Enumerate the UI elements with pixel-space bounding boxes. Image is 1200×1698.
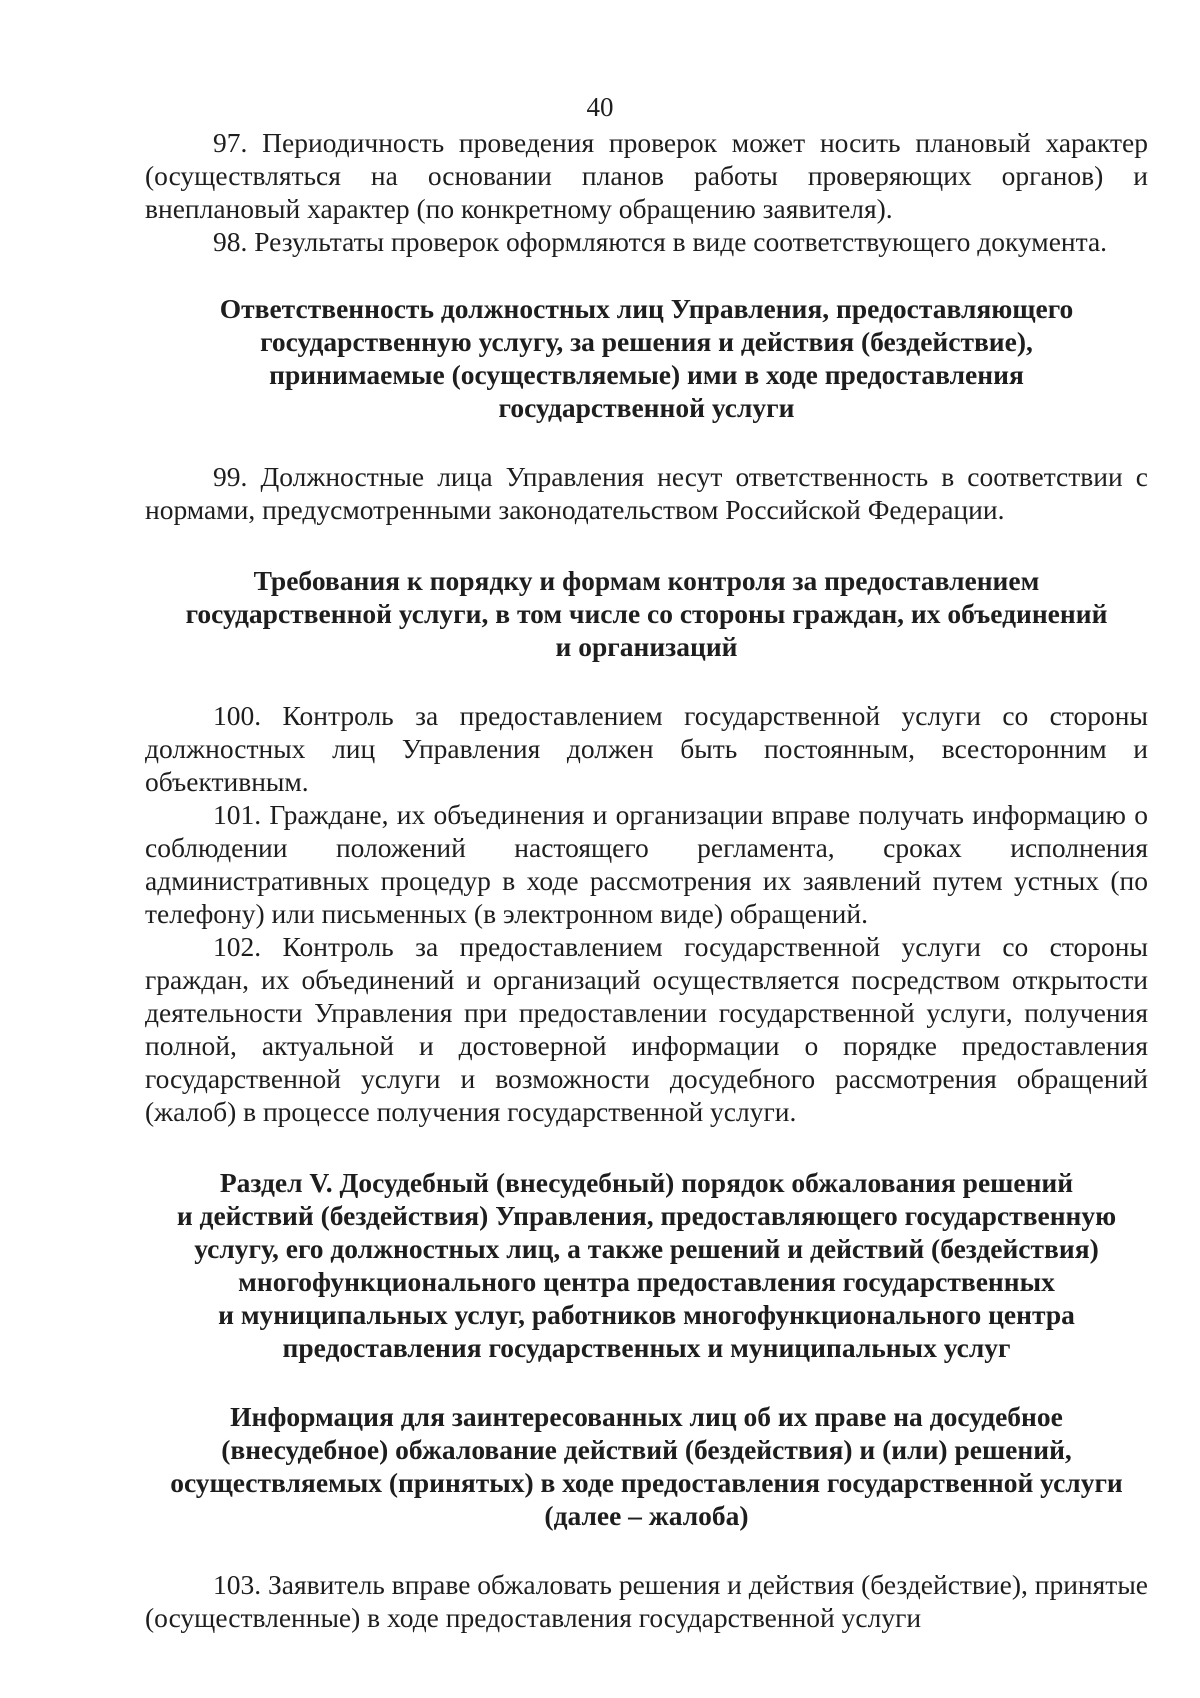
heading-line: и организаций xyxy=(555,631,738,662)
heading-line: (далее – жалоба) xyxy=(544,1500,749,1531)
paragraph-103: 103. Заявитель вправе обжаловать решения и действия (бездействие), принятые (осуществленные) в ходе предоставления государственной услуги xyxy=(145,1569,1148,1633)
paragraph-97: 97. Периодичность проведения проверок может носить плановый характер (осуществляться на основании планов работы проверяющих органов) и внеплановый характер (по конкретному обращению заявителя). xyxy=(145,127,1148,224)
paragraph-99: 99. Должностные лица Управления несут ответственность в соответствии с нормами, предусмотренными законодательством Российской Федерации. xyxy=(145,461,1148,525)
heading-line: Требования к порядку и формам контроля за предоставлением xyxy=(253,565,1040,596)
paragraph-101: 101. Граждане, их объединения и организации вправе получать информацию о соблюдении положений настоящего регламента, сроках исполнения административных процедур в ходе рассмотрения их заявлений путем устных (по телефону) или письменных (в электронном виде) обращений. xyxy=(145,799,1148,929)
heading-line: государственную услугу, за решения и действия (бездействие), xyxy=(260,326,1033,357)
paragraph-100: 100. Контроль за предоставлением государственной услуги со стороны должностных лиц Управления должен быть постоянным, всесторонним и объективным. xyxy=(145,700,1148,797)
heading-responsibility xyxy=(145,292,1148,424)
paragraph-98: 98. Результаты проверок оформляются в виде соответствующего документа. xyxy=(213,226,1108,257)
heading-line: Раздел V. Досудебный (внесудебный) порядок обжалования решений xyxy=(219,1167,1074,1198)
paragraph-102: 102. Контроль за предоставлением государственной услуги со стороны граждан, их объединений и организаций осуществляется посредством открытости деятельности Управления при предоставлении государственной услуги, получения полной, актуальной и достоверной информации о порядке предоставления государственной услуги и возможности досудебного рассмотрения обращений (жалоб) в процессе получения государственной услуги. xyxy=(145,931,1148,1127)
heading-line: Информация для заинтересованных лиц об их праве на досудебное xyxy=(230,1401,1063,1432)
heading-line: осуществляемых (принятых) в ходе предоставления государственной услуги xyxy=(170,1467,1123,1498)
heading-line: государственной услуги, в том числе со стороны граждан, их объединений xyxy=(185,598,1108,629)
heading-line: многофункционального центра предоставления государственных xyxy=(238,1266,1055,1297)
heading-line: Ответственность должностных лиц Управления, предоставляющего xyxy=(219,293,1074,324)
heading-information xyxy=(145,1400,1148,1532)
heading-requirements xyxy=(145,564,1148,663)
heading-section-5 xyxy=(145,1166,1148,1364)
heading-line: государственной услуги xyxy=(498,392,795,423)
page-number: 40 xyxy=(586,92,614,122)
document-body xyxy=(145,126,1148,1634)
heading-line: и муниципальных услуг, работников многофункционального центра xyxy=(218,1299,1075,1330)
heading-line: предоставления государственных и муниципальных услуг xyxy=(282,1332,1011,1363)
heading-line: услугу, его должностных лиц, а также решений и действий (бездействия) xyxy=(194,1233,1099,1264)
heading-line: (внесудебное) обжалование действий (бездействия) и (или) решений, xyxy=(221,1434,1072,1465)
heading-line: и действий (бездействия) Управления, предоставляющего государственную xyxy=(176,1200,1117,1231)
heading-line: принимаемые (осуществляемые) ими в ходе предоставления xyxy=(269,359,1024,390)
